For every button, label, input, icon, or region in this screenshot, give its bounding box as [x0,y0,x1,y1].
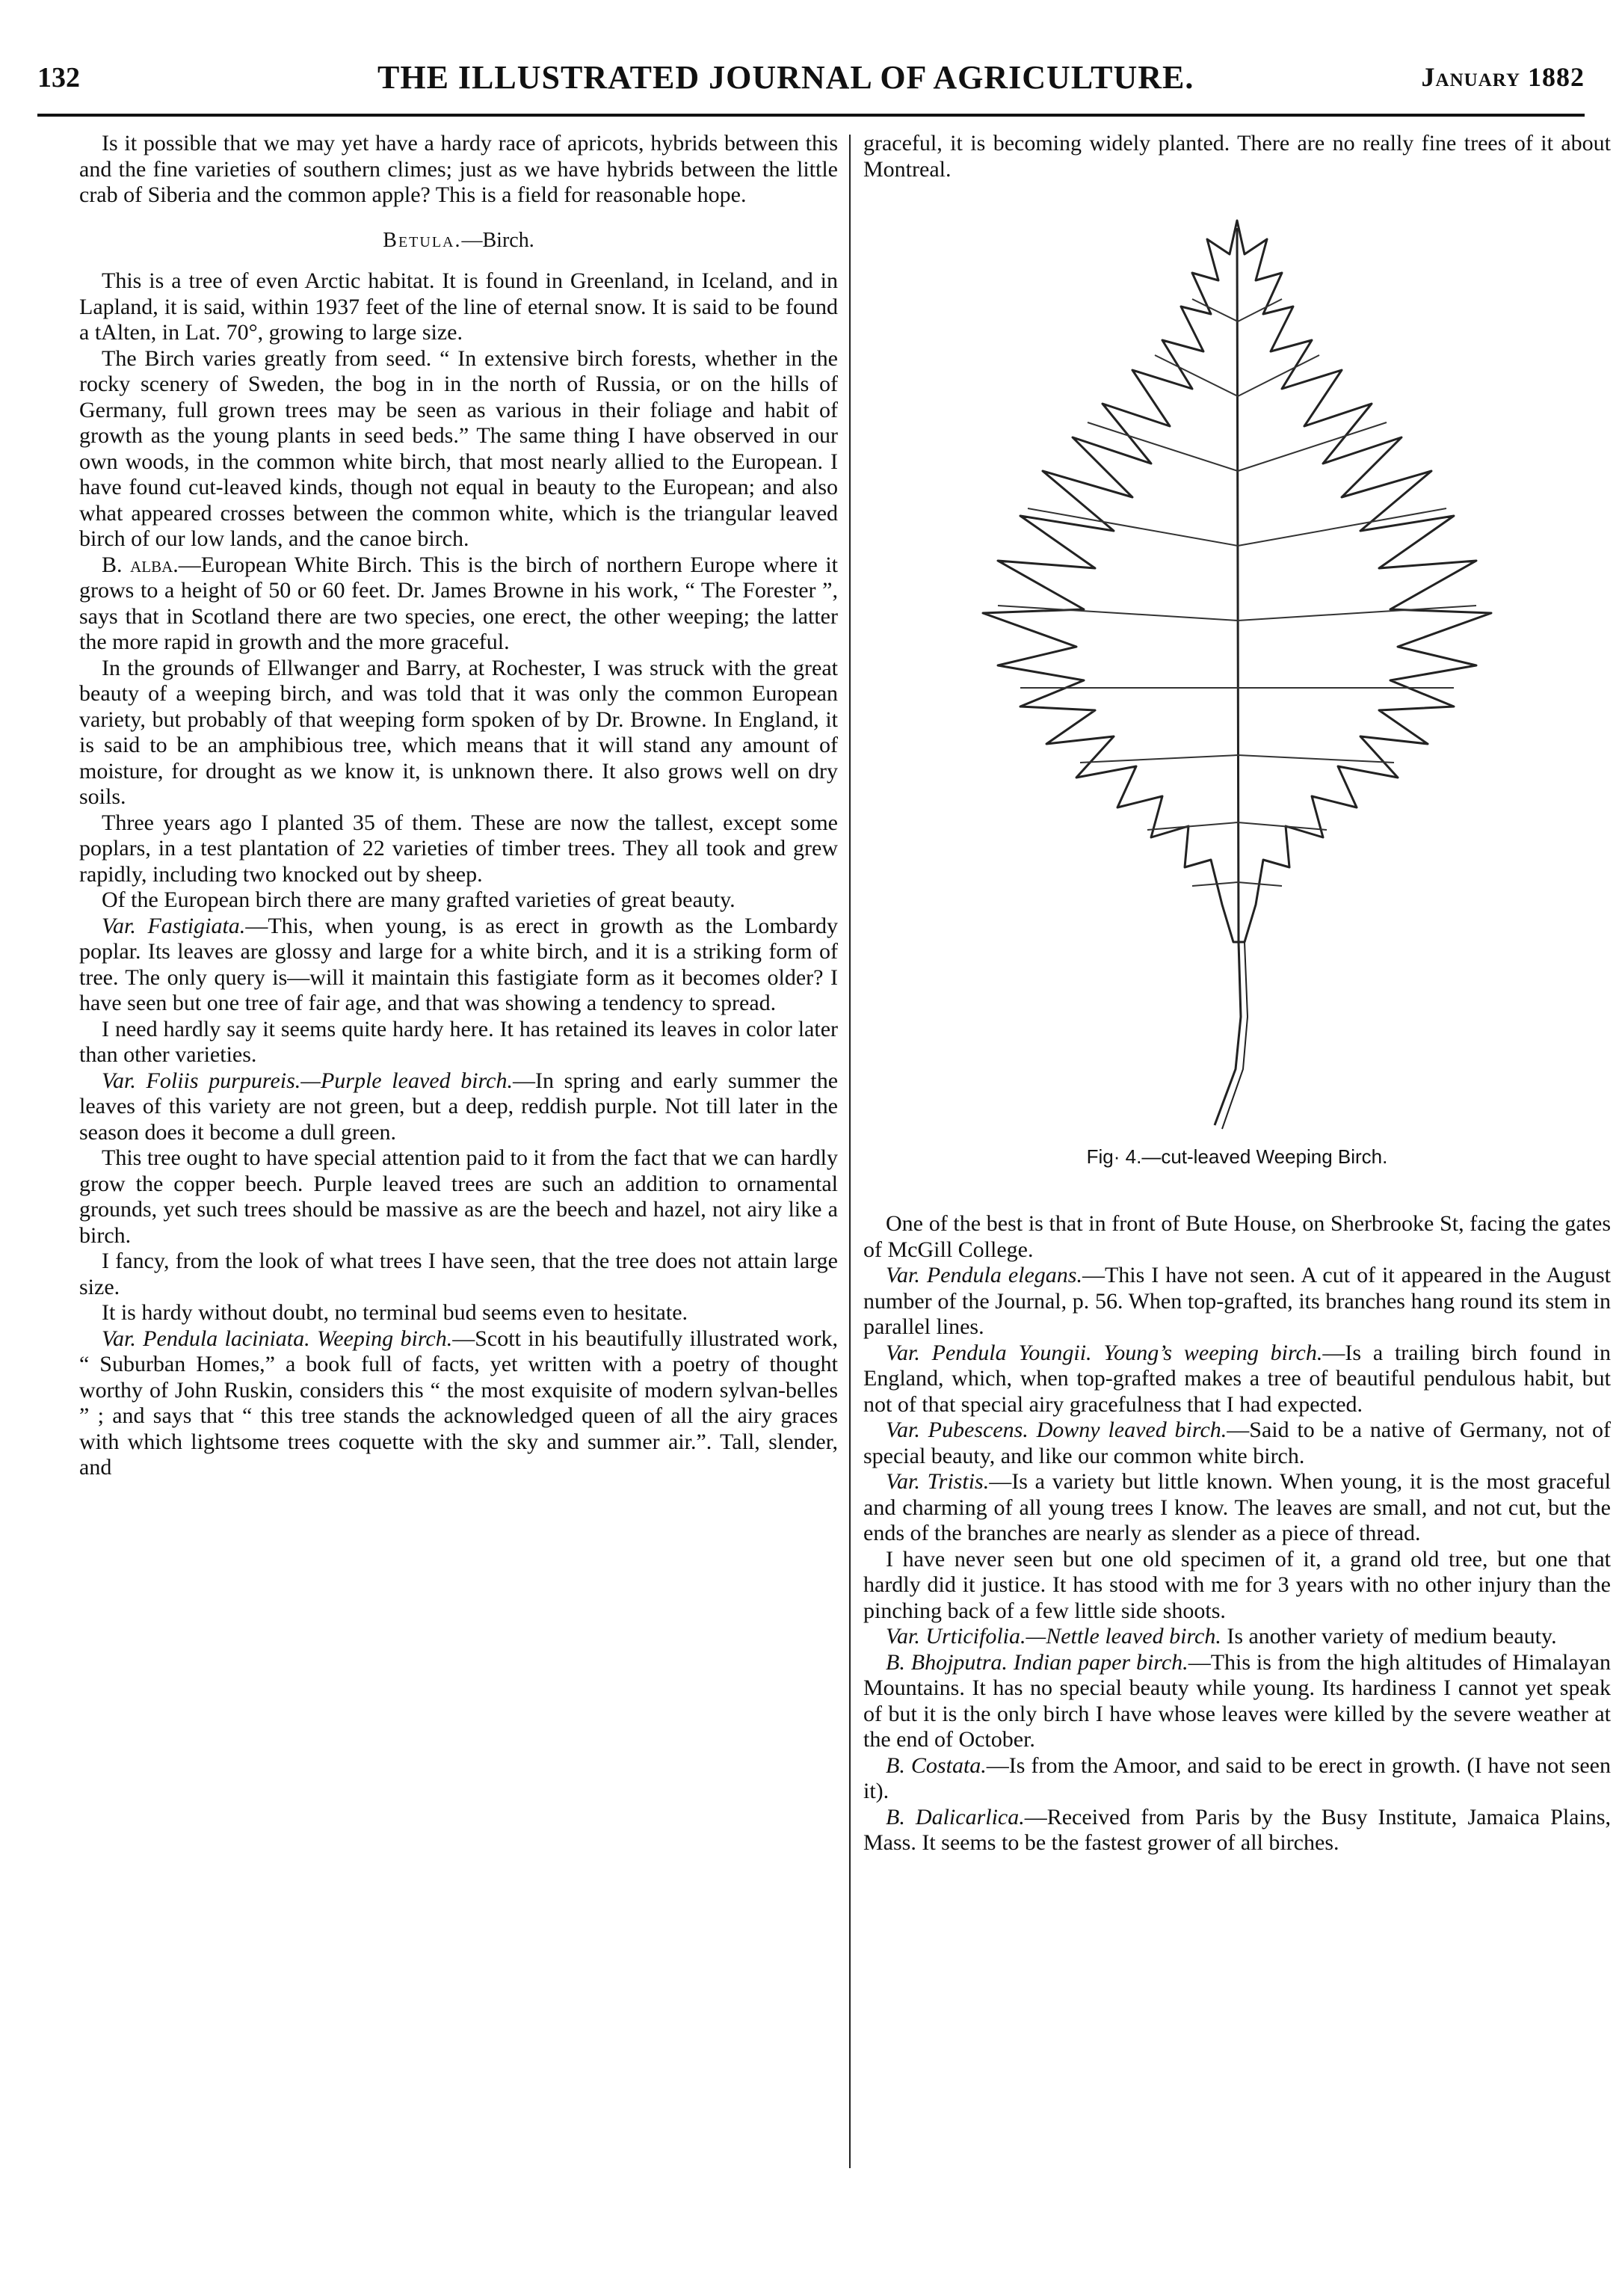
paragraph-body: —Is a trailing birch found in England, which, when top-grafted makes a tree of beautiful pendulous habit, but not of that special airy gracefulness that I had expected. [863,1340,1611,1417]
variety-name: Var. Pendula elegans. [886,1263,1082,1287]
paragraph [863,1624,1611,1650]
paragraph-body: —Received from Paris by the Busy Institute, Jamaica Plains, Mass. It seems to be the fastest grower of all birches. [863,1804,1611,1855]
paragraph-body: —Said to be a native of Germany, not of special beauty, and like our common white birch. [863,1418,1611,1468]
paragraph-body: —Is from the Amoor, and said to be erect in growth. (I have not seen it). [863,1752,1611,1803]
paragraph: graceful, it is becoming widely planted. There are no really fine trees of it about Montreal. [863,131,1611,182]
leaf-vein [1238,355,1319,396]
leaf-vein [1088,422,1238,471]
paragraph [863,1263,1611,1341]
paragraph-body: Is another variety of medium beauty. [1221,1624,1557,1649]
leaf-vein [1238,422,1387,471]
paragraph [863,1341,1611,1418]
figure-caption: Fig· 4.—cut-leaved Weeping Birch. [1086,1145,1388,1168]
leaf-vein [1238,755,1394,763]
leaf-vein [1028,508,1238,546]
heading-common: —Birch. [461,228,534,252]
paragraph [79,914,838,1017]
leaf-midrib [1215,228,1241,1125]
leaf-vein [1147,822,1238,830]
paragraph: I fancy, from the look of what trees I have seen, that the tree does not attain large size. [79,1249,838,1299]
leaf-vein [1238,508,1446,546]
variety-name: Var. Pendula Youngii. Young’s weeping birch. [886,1340,1323,1365]
variety-name: Var. Foliis purpureis.—Purple leaved birch. [102,1068,513,1093]
paragraph [863,1418,1611,1469]
variety-name: Var. Pendula laciniata. Weeping birch. [102,1326,453,1351]
paragraph-body: —Scott in his beautifully illustrated work, “ Suburban Homes,” a book full of facts, yet written with a poetry of thought worthy of John Ruskin, considers this “ the most exquisite of modern sylvan-belles ” ; and says that “ this tree stands the acknowledged queen of all the airy graces with which lightsome trees coquette with the sky and summer air.”. Tall, slender, and [79,1326,838,1480]
left-column [79,131,838,1481]
paragraph: It is hardy without doubt, no terminal bud seems even to hesitate. [102,1300,688,1325]
figure [863,209,1611,1196]
paragraph: I need hardly say it seems quite hardy here. It has retained its leaves in color later than other varieties. [79,1016,838,1067]
paragraph-body: —This is from the high altitudes of Himalayan Mountains. It has no special beauty while young. Its hardiness I cannot yet speak of but it is the only birch I have whose leaves were killed by the severe weather at the end of October. [863,1649,1611,1752]
birch-leaf-illustration [863,209,1611,1136]
paragraph-body: —European White Birch. This is the birch of northern Europe where it grows to a height of 50 or 60 feet. Dr. James Browne in his work, “ The Forester ”, says that in Scotland there are two species, one erect, the other weeping; the latter the more rapid in growth and the more graceful. [79,552,838,654]
leaf-vein [1155,355,1238,396]
paragraph [863,1469,1611,1547]
leaf-vein [1238,822,1327,830]
journal-title: THE ILLUSTRATED JOURNAL OF AGRICULTURE. [377,59,1194,96]
column-divider [849,135,851,2168]
paragraph-body: —This, when young, is as erect in growth as the Lombardy poplar. Its leaves are glossy and large for a white birch, and it is a striking form of tree. The only query is—will it maintain this fastigiate form as it becomes older? I have seen but one tree of fair age, and that was showing a tendency to spread. [79,913,838,1015]
paragraph: Of the European birch there are many grafted varieties of great beauty. [102,887,736,912]
paragraph: Is it possible that we may yet have a hardy race of apricots, hybrids between this and the fine varieties of southern climes; just as we have hybrids between the little crab of Siberia and the common apple? This is a field for reasonable hope. [79,131,838,207]
variety-name: Var. Pubescens. Downy leaved birch. [886,1418,1227,1442]
leaf-vein [1192,882,1238,886]
issue-date: January 1882 [1421,62,1585,92]
heading-genus: Betula. [383,228,462,252]
paragraph [863,1805,1611,1856]
variety-name: Var. Tristis. [886,1469,990,1494]
variety-name: B. Bhojputra. Indian paper birch. [886,1649,1188,1675]
right-column-top [863,131,1611,182]
variety-name: B. Dalicarlica. [886,1804,1025,1829]
paragraph: I have never seen but one old specimen of it, a grand old tree, but one that hardly did it justice. It has stood with me for 3 years with no other injury than the pinching back of a few little side shoots. [863,1546,1611,1623]
species-prefix: B. [102,552,131,577]
paragraph: The Birch varies greatly from seed. “ In extensive birch forests, whether in the rocky scenery of Sweden, the bog in in the north of Russia, or on the hills of Germany, full grown trees may be seen as various in their foliage and habit of growth as the young plants in seed beds.” The same thing I have observed in our own woods, in the common white birch, that most nearly allied to the European. I have found cut-leaved kinds, though not equal in beauty to the European; and also what appeared crosses between the common white, which is the triangular leaved birch of our low lands, and the canoe birch. [79,345,838,551]
paragraph: This tree ought to have special attention paid to it from the fact that we can hardly grow the copper beech. Purple leaved trees are such an addition to ornamental grounds, yet such trees should be massive as are the beech and hazel, not airy like a birch. [79,1145,838,1248]
paragraph-body: —This I have not seen. A cut of it appeared in the August number of the Journal, p. 56. When top-grafted, its branches hang round its stem in parallel lines. [863,1263,1611,1339]
page-header [37,54,1585,117]
variety-name: B. Costata. [886,1752,987,1778]
paragraph: In the grounds of Ellwanger and Barry, at Rochester, I was struck with the great beauty of a weeping birch, and was told that it was only the common European variety, but probably of that weeping form spoken of by Dr. Browne. In England, it is said to be an amphibious tree, which means that it will stand any amount of moisture, for drought as we know it, is unknown there. It also grows well on dry soils. [79,655,838,809]
leaf-vein [998,606,1238,621]
paragraph-body: —In spring and early summer the leaves of this variety are not green, but a deep, reddish purple. Not till later in the season does it become a dull green. [79,1068,839,1145]
paragraph [863,1650,1611,1753]
variety-name: Var. Fastigiata. [102,913,246,938]
leaf-vein [1238,606,1476,621]
paragraph: One of the best is that in front of Bute House, on Sherbrooke St, facing the gates of McGill College. [863,1211,1611,1262]
paragraph: Three years ago I planted 35 of them. These are now the tallest, except some poplars, in a test plantation of 22 varieties of timber trees. They all took and grew rapidly, including two knocked out by sheep. [79,810,838,887]
paragraph [79,1068,838,1146]
paragraph [79,1326,838,1481]
right-column-bottom [863,1211,1611,1856]
paragraph-body: —Is a variety but little known. When young, it is the most graceful and charming of all young trees I know. The leaves are small, and not cut, but the ends of the branches are nearly as slender as a piece of thread. [863,1469,1611,1545]
paragraph: This is a tree of even Arctic habitat. It is found in Greenland, in Iceland, and in Lapland, it is said, within 1937 feet of the line of eternal snow. It is said to be found a tAlten, in Lat. 70°, growing to large size. [79,268,838,345]
page-number: 132 [37,62,80,93]
section-heading [79,228,838,254]
paragraph [79,553,838,656]
leaf-vein [1080,755,1238,763]
variety-name: Var. Urticifolia.—Nettle leaved birch. [886,1624,1221,1649]
paragraph [863,1753,1611,1805]
leaf-petiole [1222,942,1248,1129]
species-name: alba. [130,552,179,577]
